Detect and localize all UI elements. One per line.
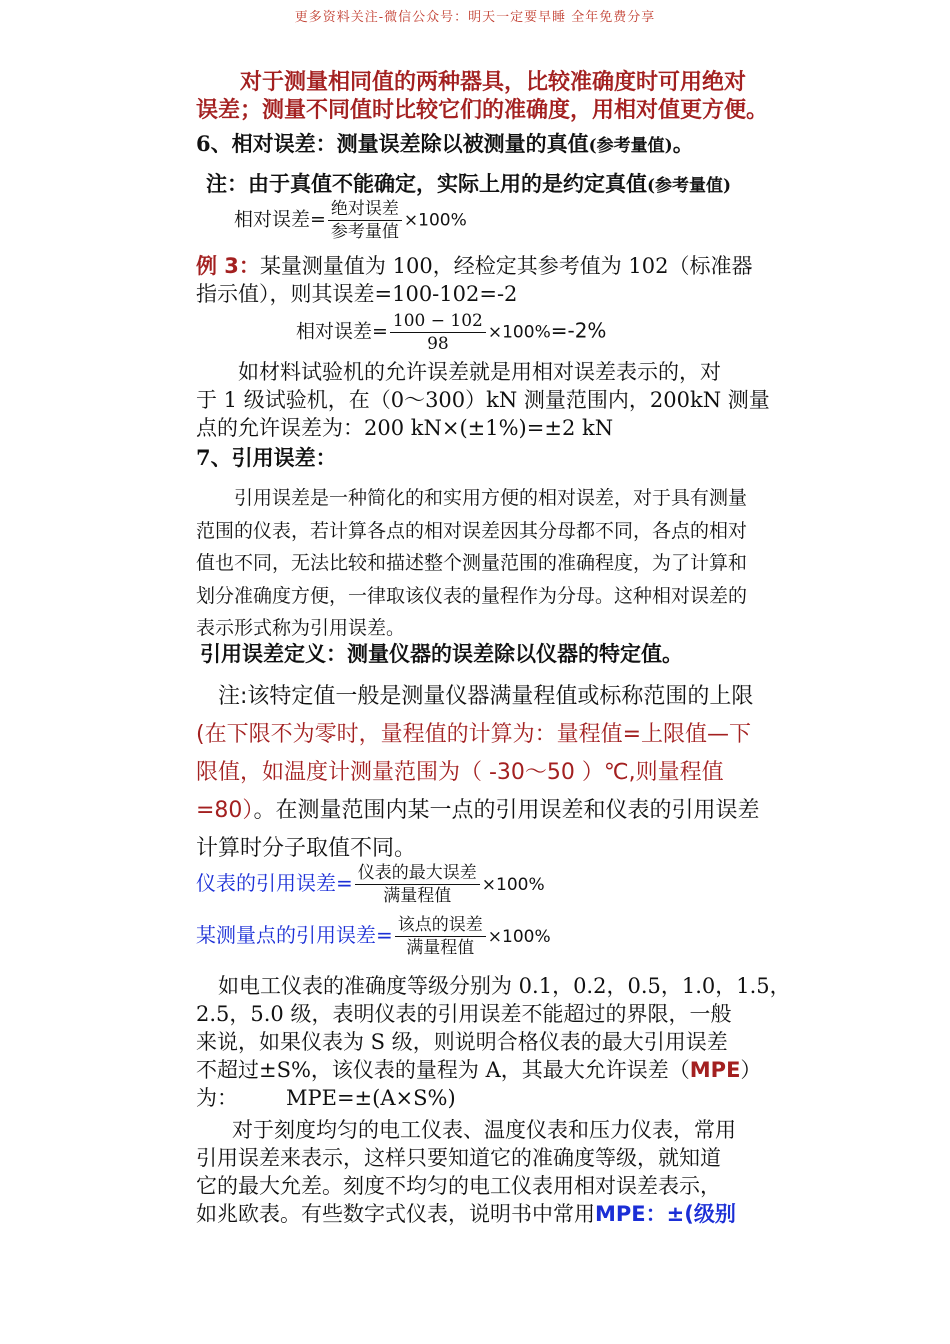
relative-error-formula: 相对误差= $\frac{\text{绝对误差}}{\text{参考量值}}$ ×100%: [234, 199, 467, 242]
accuracy-line-5: 为： MPE=±(A×S%): [196, 1086, 456, 1110]
accuracy-line-4: 不超过±S%，该仪表的量程为 A，其最大允许误差（MPE）: [196, 1058, 762, 1082]
closing-line-1: 对于刻度均匀的电工仪表、温度仪表和压力仪表，常用: [232, 1118, 736, 1142]
top-banner: 更多资料关注-微信公众号：明天一定要早睡 全年免费分享: [294, 10, 656, 25]
section-7-heading: 7、引用误差：: [196, 445, 337, 470]
machine-line-2: 于 1 级试验机，在（0～300）kN 测量范围内，200kN 测量: [196, 388, 770, 412]
section-6-heading: 6、相对误差：测量误差除以被测量的真值(参考量值)。: [196, 131, 694, 156]
point-error-formula: 某测量点的引用误差= $\frac{\text{该点的误差}}{\text{满量程值}}$ ×100%: [196, 915, 551, 958]
example-3-line-2: 指示值），则其误差=100-102=-2: [196, 282, 518, 306]
accuracy-line-3: 来说，如果仪表为 S 级，则说明合格仪表的最大引用误差: [196, 1030, 728, 1054]
example-3-formula: 相对误差= $\frac{100 - 102}{98}$ ×100%=-2%: [296, 311, 607, 354]
closing-line-2: 引用误差来表示，这样只要知道它的准确度等级，就知道: [196, 1146, 721, 1170]
closing-line-3: 它的最大允差。刻度不均匀的电工仪表用相对误差表示，: [196, 1174, 721, 1198]
intro-line-1: 对于测量相同值的两种器具，比较准确度时可用绝对: [240, 69, 747, 95]
accuracy-line-1: 如电工仪表的准确度等级分别为 0.1，0.2，0.5，1.0，1.5，: [218, 974, 791, 998]
accuracy-line-2: 2.5，5.0 级，表明仪表的引用误差不能超过的界限，一般: [196, 1002, 732, 1026]
machine-line-3: 点的允许误差为：200 kN×(±1%)=±2 kN: [196, 416, 614, 440]
section-7-paragraph: 引用误差是一种简化的和实用方便的相对误差，对于具有测量范围的仪表，若计算各点的相对误差因其分母都不同，各点的相对值也不同，无法比较和描述整个测量范围的准确程度，为了计算和划分准确度方便，一律取该仪表的量程作为分母。这种相对误差的表示形式称为引用误差。: [196, 487, 748, 639]
intro-line-2: 误差；测量不同值时比较它们的准确度，用相对值更方便。: [196, 97, 769, 123]
section-7-note: 注:该特定值一般是测量仪器满量程值或标称范围的上限(在下限不为零时，量程值的计算为：量程值=上限值—下限值，如温度计测量范围为（ -30～50 ）℃,则量程值=80）。在测量范围内某一点的引用误差和仪表的引用误差计算时分子取值不同。: [196, 684, 760, 861]
instrument-error-formula: 仪表的引用误差= $\frac{\text{仪表的最大误差}}{\text{满量程值}}$ ×100%: [196, 863, 545, 906]
closing-line-4: 如兆欧表。有些数字式仪表，说明书中常用MPE：±(级别: [196, 1202, 736, 1226]
section-6-note: 注：由于真值不能确定，实际上用的是约定真值(参考量值): [206, 171, 732, 196]
machine-line-1: 如材料试验机的允许误差就是用相对误差表示的，对: [238, 360, 721, 384]
section-7-definition: 引用误差定义：测量仪器的误差除以仪器的特定值。: [200, 642, 683, 666]
example-3-line-1: 例 3：某量测量值为 100，经检定其参考值为 102（标准器: [196, 254, 753, 278]
